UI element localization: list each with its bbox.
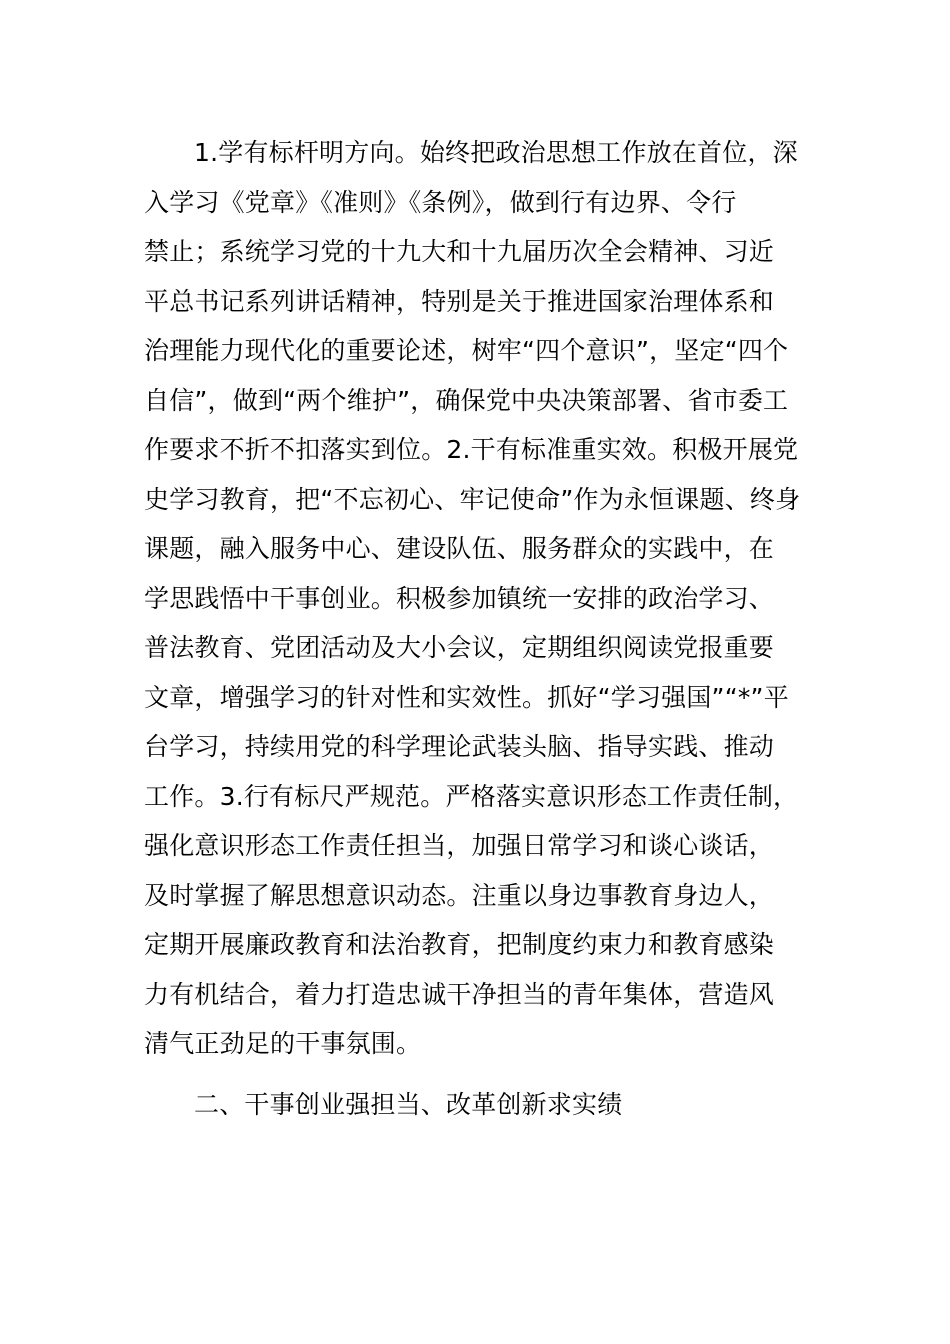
paragraph-line: 作要求不折不扣落实到位。2.干有标准重实效。积极开展党 [144, 435, 799, 464]
paragraph-line: 强化意识形态工作责任担当，加强日常学习和谈心谈话， [144, 831, 775, 860]
paragraph-line: 普法教育、党团活动及大小会议，定期组织阅读党报重要 [144, 633, 775, 662]
paragraph-line: 入学习《党章》《准则》《条例》，做到行有边界、令行 [144, 187, 737, 217]
paragraph-line: 学思践悟中干事创业。积极参加镇统一安排的政治学习、 [144, 583, 775, 613]
paragraph-line: 工作。3.行有标尺严规范。严格落实意识形态工作责任制， [144, 781, 799, 811]
paragraph-line: 力有机结合，着力打造忠诚干净担当的青年集体，营造风 [144, 979, 775, 1009]
paragraph-line: 台学习，持续用党的科学理论武装头脑、指导实践、推动 [144, 732, 775, 761]
paragraph-line: 及时掌握了解思想意识动态。注重以身边事教育身边人， [144, 880, 775, 910]
paragraph-line: 文章，增强学习的针对性和实效性。抓好“学习强国”“*”平 [144, 682, 789, 712]
paragraph-line: 课题，融入服务中心、建设队伍、服务群众的实践中，在 [144, 534, 775, 563]
paragraph-line: 史学习教育，把“不忘初心、牢记使命”作为永恒课题、终身 [144, 484, 801, 514]
paragraph-line: 禁止；系统学习党的十九大和十九届历次全会精神、习近 [144, 237, 775, 266]
section-heading: 二、干事创业强担当、改革创新求实绩 [194, 1090, 623, 1119]
paragraph-line: 治理能力现代化的重要论述，树牢“四个意识”，坚定“四个 [144, 336, 789, 365]
body-paragraph [144, 128, 808, 1069]
paragraph-line: 平总书记系列讲话精神，特别是关于推进国家治理体系和 [144, 286, 775, 316]
paragraph-line: 清气正劲足的干事氛围。 [144, 1029, 422, 1058]
paragraph-line: 自信”，做到“两个维护”，确保党中央决策部署、省市委工 [144, 385, 789, 415]
paragraph-line: 定期开展廉政教育和法治教育，把制度约束力和教育感染 [144, 930, 775, 959]
paragraph-line: 1.学有标杆明方向。始终把政治思想工作放在首位，深 [194, 138, 798, 167]
